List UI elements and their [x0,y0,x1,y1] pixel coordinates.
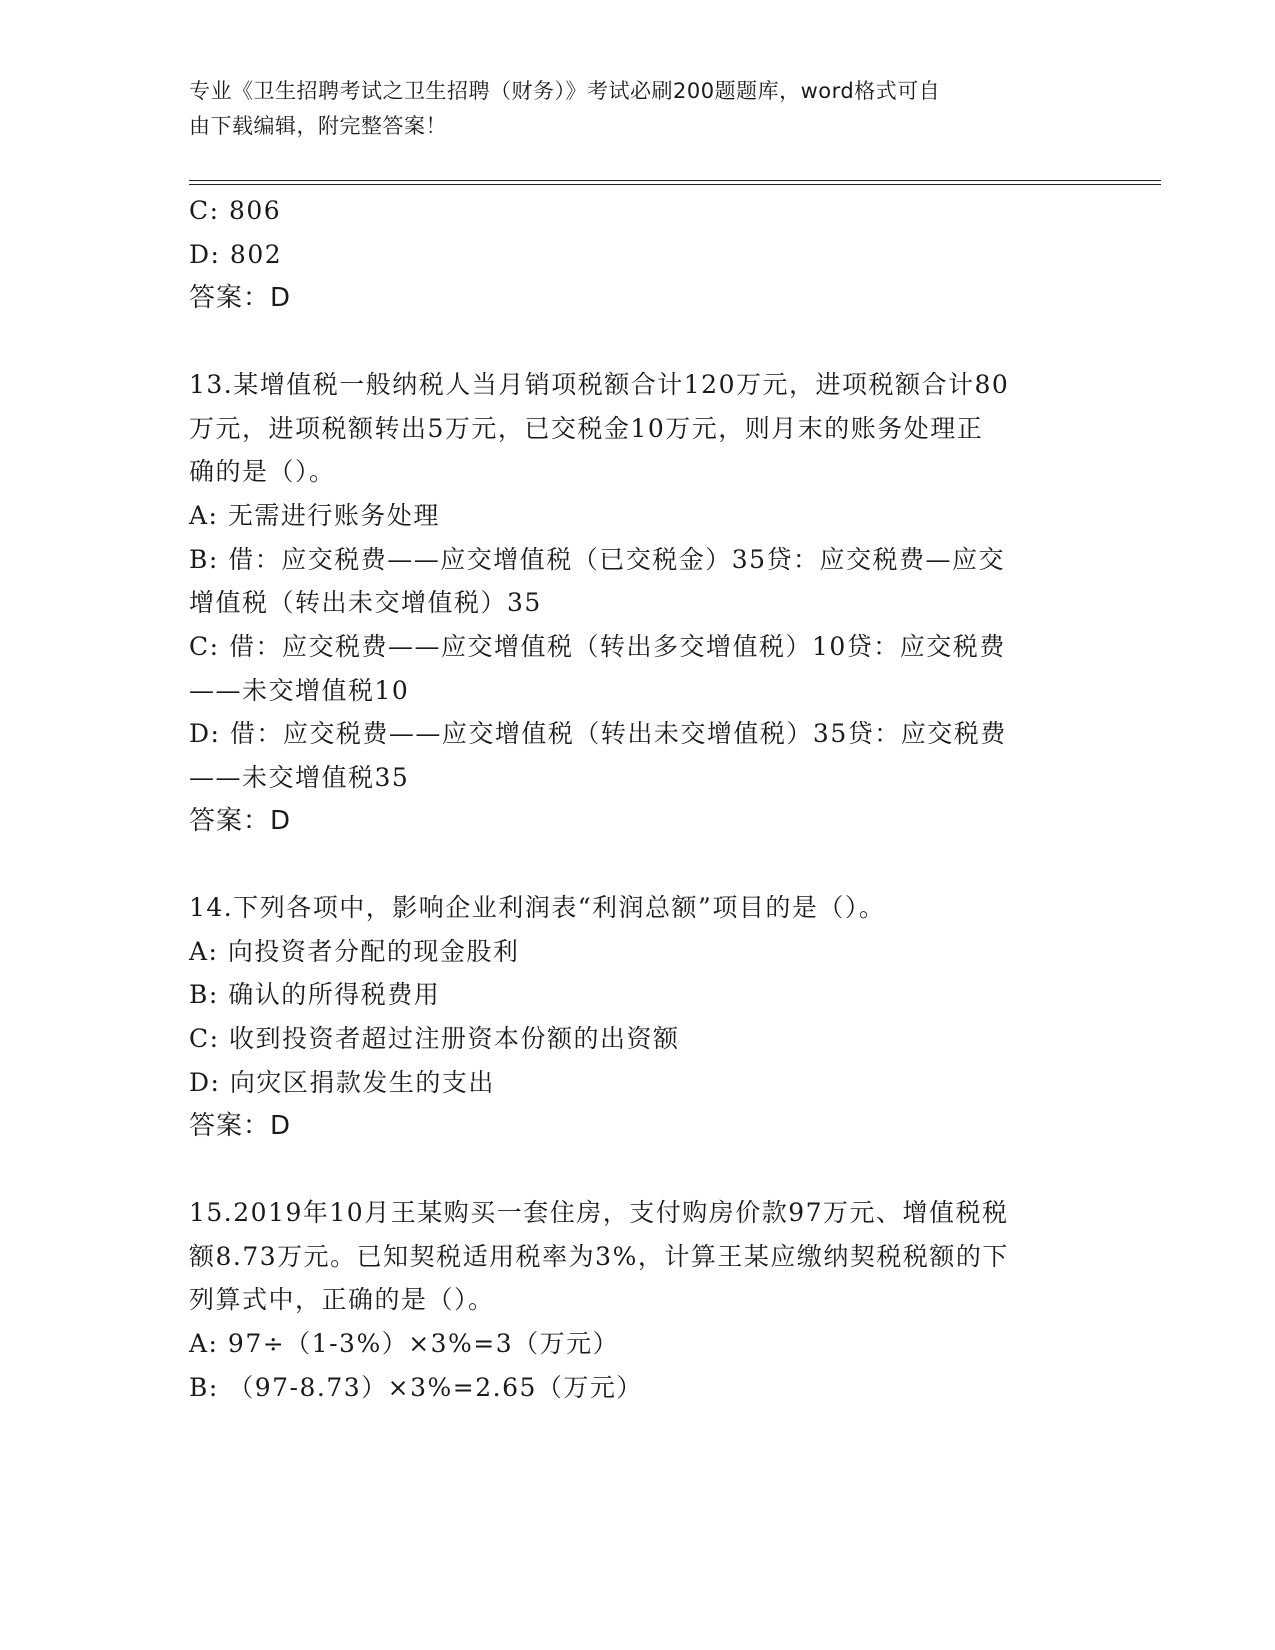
q15-option-b: B: （97-8.73）×3%=2.65（万元） [189,1373,643,1402]
q12-option-c: C: 806 [189,196,282,225]
q13-stem-line-2: 万元，进项税额转出5万元，已交税金10万元，则月末的账务处理正 [189,414,984,443]
q13-answer: 答案：D [189,806,292,836]
q14-answer: 答案：D [189,1111,292,1141]
q15-option-a: A: 97÷（1-3%）×3%=3（万元） [189,1329,620,1358]
q15-stem-line-1: 15.2019年10月王某购买一套住房，支付购房价款97万元、增值税税 [189,1198,1009,1227]
q13-stem-line-3: 确的是（）。 [189,457,336,486]
q14-option-b: B: 确认的所得税费用 [189,980,441,1009]
header-divider-top [189,180,1161,181]
q13-option-b-line-1: B: 借：应交税费——应交增值税（已交税金）35贷：应交税费—应交 [189,545,1006,574]
q13-option-d-line-1: D: 借：应交税费——应交增值税（转出未交增值税）35贷：应交税费 [189,719,1007,748]
q13-option-c-line-1: C: 借：应交税费——应交增值税（转出多交增值税）10贷：应交税费 [189,632,1006,661]
q15-stem-line-2: 额8.73万元。已知契税适用税率为3%，计算王某应缴纳契税税额的下 [189,1242,1009,1271]
q14-stem: 14.下列各项中，影响企业利润表“利润总额”项目的是（）。 [189,893,886,922]
header-line-1: 专业《卫生招聘考试之卫生招聘（财务）》考试必刷200题题库，word格式可自 [189,79,941,103]
header-line-2: 由下载编辑，附完整答案！ [189,114,447,138]
q15-stem-line-3: 列算式中，正确的是（）。 [189,1285,495,1314]
q14-option-c: C: 收到投资者超过注册资本份额的出资额 [189,1024,680,1053]
header-divider-bottom [189,184,1161,185]
q12-answer: 答案：D [189,283,292,313]
q13-option-c-line-2: ——未交增值税10 [189,676,410,705]
q13-option-b-line-2: 增值税（转出未交增值税）35 [189,588,542,617]
q13-option-a: A: 无需进行账务处理 [189,501,440,530]
q14-option-a: A: 向投资者分配的现金股利 [189,937,520,966]
q13-stem-line-1: 13.某增值税一般纳税人当月销项税额合计120万元，进项税额合计80 [189,370,1010,399]
document-header [189,74,1089,144]
q13-option-d-line-2: ——未交增值税35 [189,763,410,792]
q12-option-d: D: 802 [189,240,283,269]
q14-option-d: D: 向灾区捐款发生的支出 [189,1068,495,1097]
